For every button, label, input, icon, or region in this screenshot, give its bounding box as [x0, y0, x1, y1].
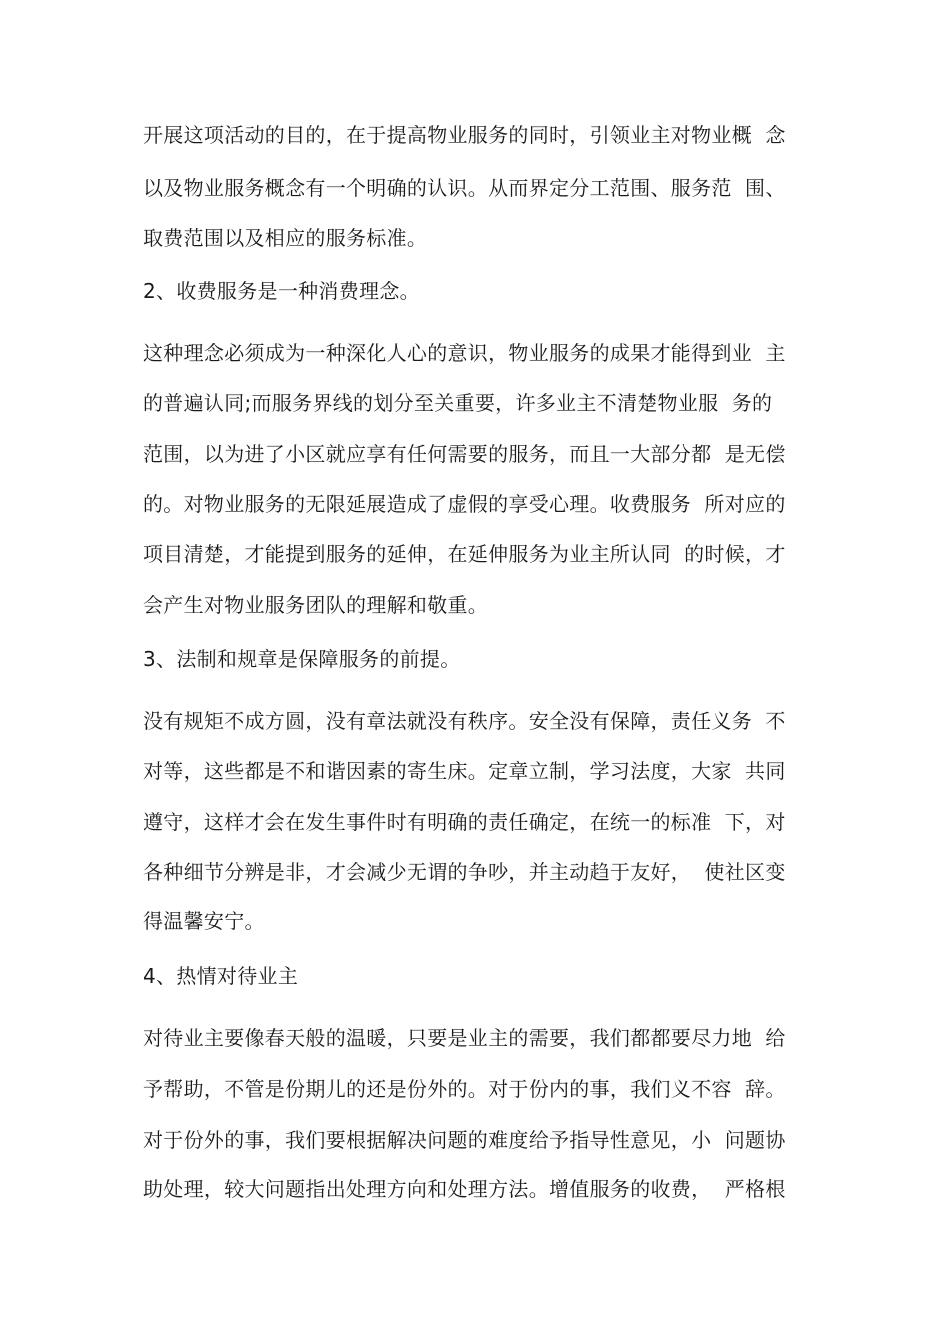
section-heading-2: 2、收费服务是一种消费理念。 — [143, 279, 420, 303]
paragraph-2-line-4: 的。对物业服务的无限延展造成了虚假的享受心理。收费服务 所对应的 — [143, 492, 786, 516]
paragraph-3-line-5: 得温馨安宁。 — [143, 909, 265, 933]
paragraph-1-line-1: 开展这项活动的目的，在于提高物业服务的同时，引领业主对物业概 念 — [143, 123, 786, 147]
paragraph-3-line-2: 对等，这些都是不和谐因素的寄生床。定章立制，学习法度，大家 共同 — [143, 759, 786, 783]
paragraph-2-line-1: 这种理念必须成为一种深化人心的意识，物业服务的成果才能得到业 主 — [143, 341, 786, 365]
paragraph-2-line-5: 项目清楚，才能提到服务的延伸，在延伸服务为业主所认同 的时候，才 — [143, 542, 786, 566]
paragraph-1-line-2: 以及物业服务概念有一个明确的认识。从而界定分工范围、服务范 围、 — [143, 176, 786, 200]
paragraph-2-line-6: 会产生对物业服务团队的理解和敬重。 — [143, 593, 489, 617]
paragraph-1-line-3: 取费范围以及相应的服务标准。 — [143, 226, 428, 250]
paragraph-4-line-4: 助处理，较大问题指出处理方向和处理方法。增值服务的收费， 严格根 — [143, 1177, 786, 1201]
paragraph-2-line-2: 的普遍认同;而服务界线的划分至关重要，许多业主不清楚物业服 务的 — [143, 391, 773, 415]
paragraph-2-line-3: 范围，以为进了小区就应享有任何需要的服务，而且一大部分都 是无偿 — [143, 442, 786, 466]
paragraph-3-line-1: 没有规矩不成方圆，没有章法就没有秩序。安全没有保障，责任义务 不 — [143, 709, 786, 733]
paragraph-3-line-4: 各种细节分辨是非，才会减少无谓的争吵，并主动趋于友好， 使社区变 — [143, 860, 786, 884]
paragraph-4-line-3: 对于份外的事，我们要根据解决问题的难度给予指导性意见，小 问题协 — [143, 1128, 786, 1152]
section-heading-4: 4、热情对待业主 — [143, 964, 299, 988]
paragraph-4-line-2: 予帮助，不管是份期儿的还是份外的。对于份内的事，我们义不容 辞。 — [143, 1077, 786, 1101]
section-heading-3: 3、法制和规章是保障服务的前提。 — [143, 647, 461, 671]
paragraph-3-line-3: 遵守，这样才会在发生事件时有明确的责任确定，在统一的标准 下，对 — [143, 810, 786, 834]
paragraph-4-line-1: 对待业主要像春天般的温暖，只要是业主的需要，我们都都要尽力地 给 — [143, 1026, 786, 1050]
